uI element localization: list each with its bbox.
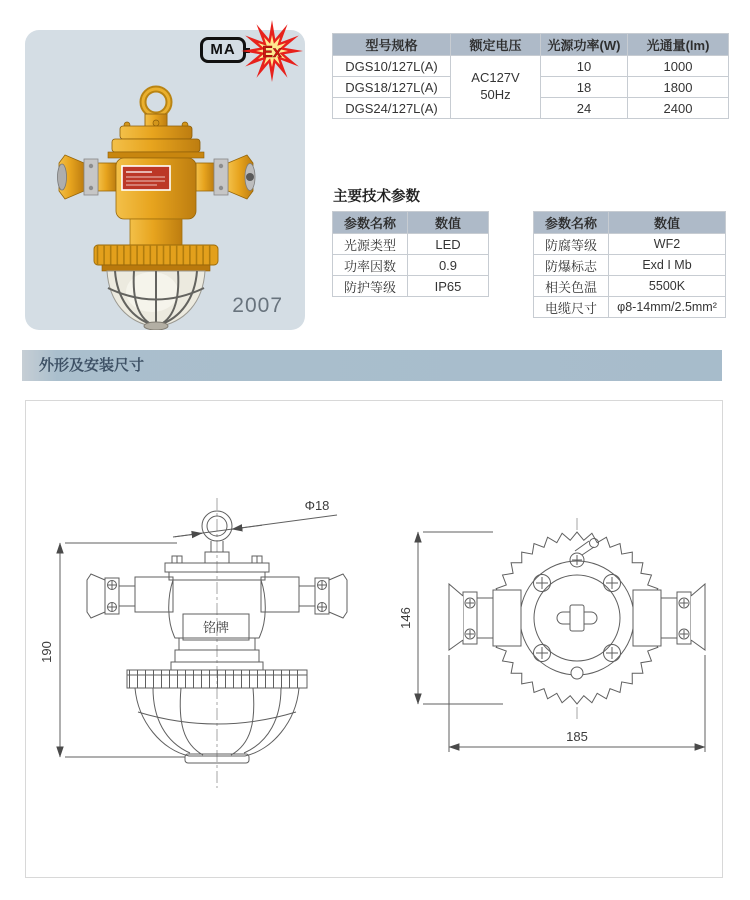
col-header-model: 型号规格	[333, 34, 451, 56]
param-name: 功率因数	[333, 255, 408, 276]
param-name: 防护等级	[333, 276, 408, 297]
ma-certification-logo: MA	[200, 37, 246, 63]
col-header-param: 参数名称	[333, 212, 408, 234]
col-header-flux: 光通量(lm)	[628, 34, 729, 56]
param-name: 相关色温	[534, 276, 609, 297]
table-row	[534, 297, 726, 318]
ring-diameter-dim: Φ18	[304, 498, 330, 513]
flux-cell: 2400	[628, 98, 729, 119]
table-row	[534, 255, 726, 276]
param-name: 防腐等级	[534, 234, 609, 255]
front-height-dim: 190	[39, 641, 54, 663]
param-value: LED	[408, 234, 489, 255]
param-value: IP65	[408, 276, 489, 297]
section-banner-title: 外形及安装尺寸	[39, 357, 145, 374]
power-cell: 24	[541, 98, 628, 119]
red-nameplate-label	[122, 166, 170, 190]
power-cell: 18	[541, 77, 628, 98]
tech-params-table-right	[533, 211, 726, 318]
spec-table	[332, 33, 729, 119]
tech-header-row	[534, 212, 726, 234]
side-view-drawing	[418, 518, 705, 752]
model-cell: DGS18/127L(A)	[333, 77, 451, 98]
model-cell: DGS10/127L(A)	[333, 56, 451, 77]
dimension-drawings	[25, 400, 723, 878]
voltage-line1: AC127V	[471, 70, 520, 86]
param-value: 5500K	[609, 276, 726, 297]
col-header-power: 光源功率(W)	[541, 34, 628, 56]
param-value: 0.9	[408, 255, 489, 276]
year-label: 2007	[232, 294, 283, 317]
param-value: WF2	[609, 234, 726, 255]
table-row	[333, 234, 489, 255]
power-cell: 10	[541, 56, 628, 77]
front-view-drawing	[60, 498, 347, 788]
table-row	[333, 56, 729, 77]
param-value: Exd I Mb	[609, 255, 726, 276]
col-header-param: 参数名称	[534, 212, 609, 234]
tech-params-table-left	[332, 211, 489, 297]
param-name: 光源类型	[333, 234, 408, 255]
col-header-voltage: 额定电压	[451, 34, 541, 56]
model-cell: DGS24/127L(A)	[333, 98, 451, 119]
table-row	[534, 234, 726, 255]
nameplate-label: 铭牌	[202, 620, 230, 635]
lamp-body-graphic	[58, 89, 256, 330]
flux-cell: 1000	[628, 56, 729, 77]
tech-header-row	[333, 212, 489, 234]
tech-params-title: 主要技术参数	[333, 189, 420, 205]
spec-header-row	[333, 34, 729, 56]
section-banner	[22, 350, 722, 381]
param-name: 防爆标志	[534, 255, 609, 276]
ex-text: Ex	[262, 44, 282, 61]
table-row	[534, 276, 726, 297]
product-photo-card	[25, 30, 305, 330]
dimension-drawing-box	[25, 400, 723, 878]
side-width-dim: 185	[566, 729, 588, 744]
table-row	[333, 276, 489, 297]
param-name: 电缆尺寸	[534, 297, 609, 318]
col-header-value: 数值	[408, 212, 489, 234]
voltage-line2: 50Hz	[480, 87, 511, 102]
ex-certification-logo	[239, 18, 305, 84]
side-height-dim: 146	[398, 607, 413, 629]
param-value: φ8-14mm/2.5mm²	[609, 297, 726, 318]
table-row	[333, 255, 489, 276]
col-header-value: 数值	[609, 212, 726, 234]
flux-cell: 1800	[628, 77, 729, 98]
voltage-cell	[451, 56, 541, 119]
